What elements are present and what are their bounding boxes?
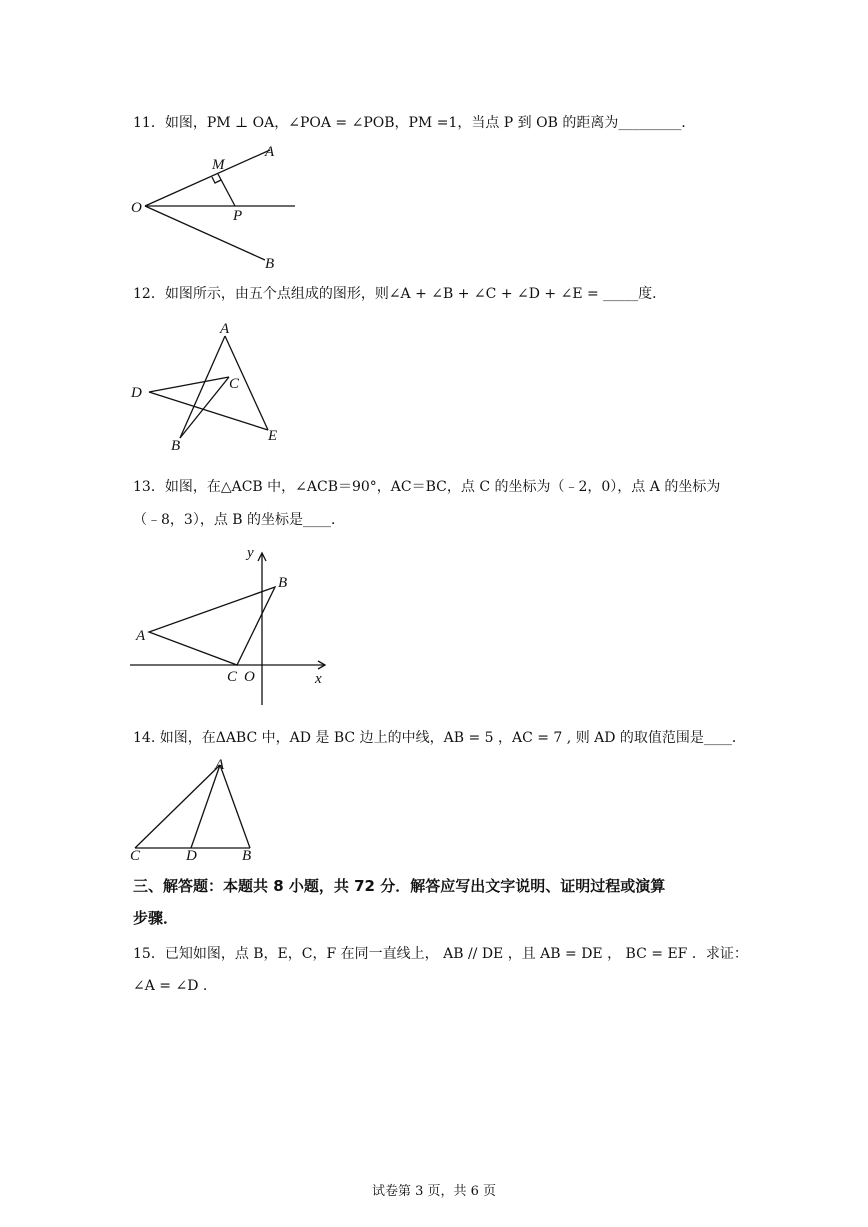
label-M: M [212,157,225,173]
label-A: A [215,757,225,773]
label-A: A [265,144,275,160]
label-B: B [242,848,252,864]
figure-11 [125,140,325,270]
question-15-text-line1: 15．已知如图，点 B，E，C，F 在同一直线上， AB // DE ，且 AB = DE ， BC = EF ．求证： [133,946,748,962]
label-y: y [247,545,254,561]
question-13-text-line2: （﹣8，3），点 B 的坐标是____． [133,512,346,528]
question-14-text: 14. 如图，在ΔABC 中，AD 是 BC 边上的中线，AB = 5 ，AC = 7 , 则 AD 的取值范围是____． [133,730,746,746]
label-B: B [171,438,181,454]
label-C: C [130,848,141,864]
question-11-text: 11．如图，PM ⊥ OA，∠POA = ∠POB，PM =1，当点 P 到 OB 的距离为_________． [133,115,696,131]
question-15-text-line2: ∠A = ∠D . [133,978,208,994]
label-D: D [131,385,142,401]
section-heading-line2: 步骤． [133,909,179,927]
question-12-text: 12．如图所示，由五个点组成的图形，则∠A + ∠B + ∠C + ∠D + ∠E = _____度． [133,286,667,302]
question-13-text-line1: 13．如图，在△ACB 中，∠ACB＝90°，AC＝BC，点 C 的坐标为（﹣2，0），点 A 的坐标为 [133,479,721,495]
label-x: x [315,671,322,687]
section-heading-line1: 三、解答题：本题共 8 小题，共 72 分．解答应写出文字说明、证明过程或演算 [133,877,666,895]
label-O: O [131,200,142,216]
label-O: O [244,669,255,685]
label-C: C [229,376,240,392]
figure-12 [125,320,295,455]
label-E: E [268,428,278,444]
page-footer: 试卷第 3 页，共 6 页 [371,1184,497,1199]
label-A: A [136,628,146,644]
label-B: B [265,256,275,272]
label-A: A [220,321,230,337]
label-P: P [233,208,243,224]
label-D: D [186,848,197,864]
figure-14 [125,755,275,865]
label-C: C [227,669,238,685]
figure-13 [125,545,335,710]
label-B: B [278,575,288,591]
